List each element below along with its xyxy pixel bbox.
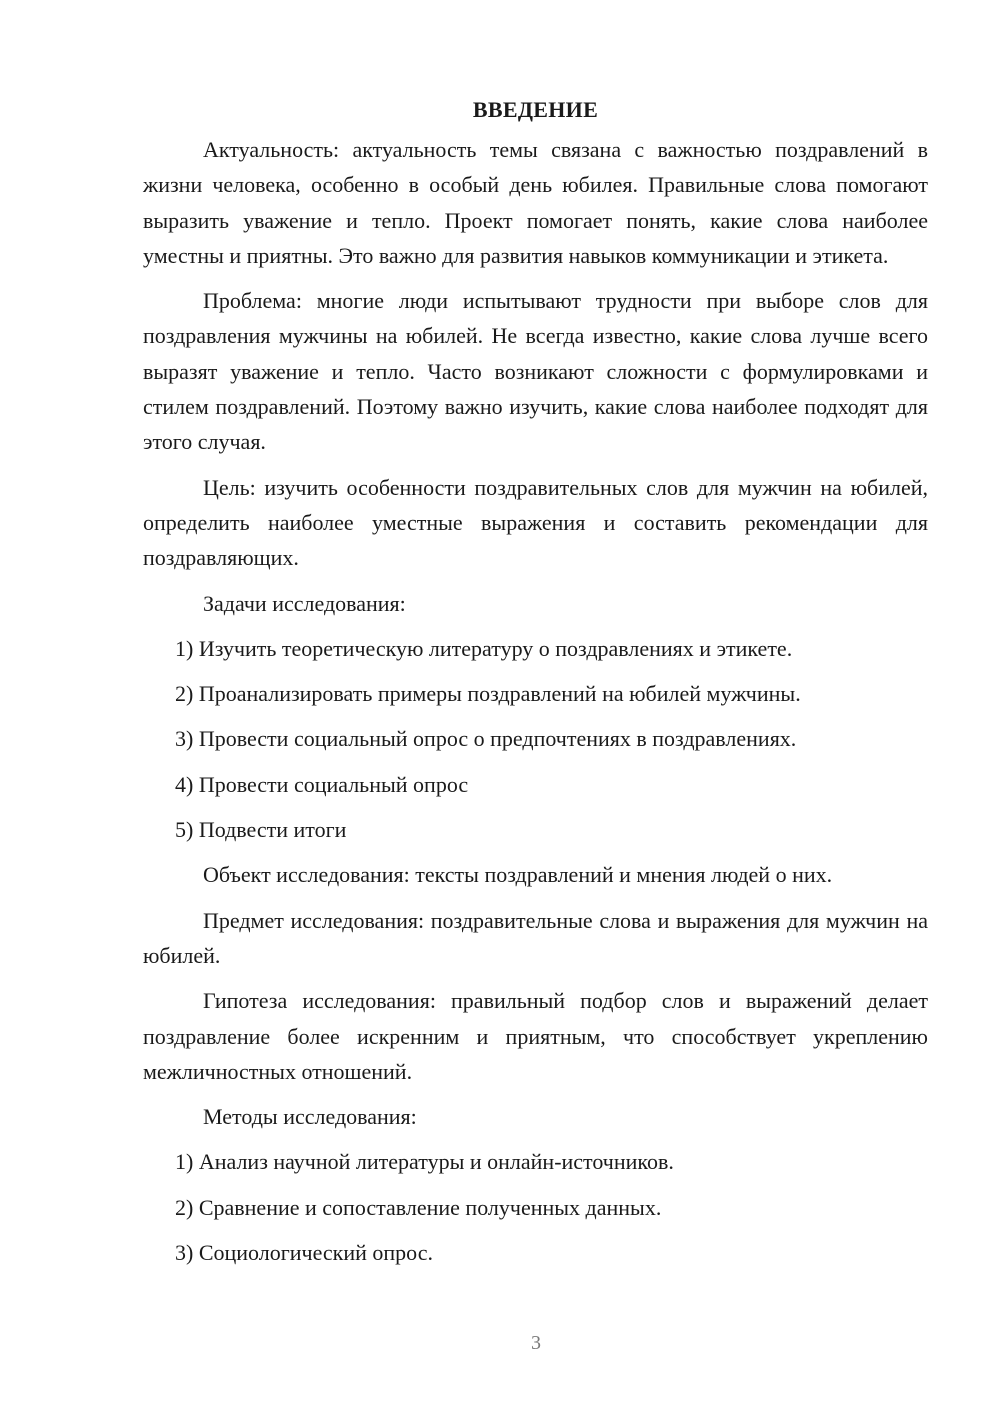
methods-list xyxy=(143,1144,928,1270)
subject-paragraph: Предмет исследования: поздравительные слова и выражения для мужчин на юбилей. xyxy=(143,907,928,968)
list-item: 1) Изучить теоретическую литературу о поздравлениях и этикете. xyxy=(175,635,793,661)
list-item: 2) Проанализировать примеры поздравлений на юбилей мужчины. xyxy=(175,681,801,707)
list-item: 1) Анализ научной литературы и онлайн-источников. xyxy=(175,1149,674,1175)
goal-paragraph: Цель: изучить особенности поздравительных слов для мужчин на юбилей, определить наиболее уместные выражения и составить рекомендации для поздравляющих. xyxy=(143,474,928,571)
relevance-paragraph: Актуальность: актуальность темы связана с важностью поздравлений в жизни человека, особенно в особый день юбилея. Правильные слова помогают выразить уважение и тепло. Проект помогает понять, какие слова наиболее уместны и приятны. Это важно для развития навыков коммуникации и этикета. xyxy=(143,137,928,268)
tasks-heading: Задачи исследования: xyxy=(203,590,406,616)
object-paragraph: Объект исследования: тексты поздравлений и мнения людей о них. xyxy=(203,862,833,888)
list-item: 2) Сравнение и сопоставление полученных данных. xyxy=(175,1194,662,1220)
list-item: 5) Подвести итоги xyxy=(175,817,347,843)
methods-heading: Методы исследования: xyxy=(203,1104,417,1130)
tasks-list xyxy=(143,631,928,847)
hypothesis-paragraph: Гипотеза исследования: правильный подбор слов и выражений делает поздравление более искренним и приятным, что способствует укреплению межличностных отношений. xyxy=(143,988,928,1084)
page-number: 3 xyxy=(531,1332,541,1354)
page-title: ВВЕДЕНИЕ xyxy=(472,97,599,122)
list-item: 4) Провести социальный опрос xyxy=(175,771,469,797)
list-item: 3) Социологический опрос. xyxy=(175,1240,433,1266)
document-page xyxy=(143,94,928,1280)
problem-paragraph: Проблема: многие люди испытывают трудности при выборе слов для поздравления мужчины на юбилей. Не всегда известно, какие слова лучше всего выразят уважение и тепло. Часто возникают сложности с формулировками и стилем поздравлений. Поэтому важно изучить, какие слова наиболее подходят для этого случая. xyxy=(143,288,928,455)
list-item: 3) Провести социальный опрос о предпочтениях в поздравлениях. xyxy=(175,726,797,752)
